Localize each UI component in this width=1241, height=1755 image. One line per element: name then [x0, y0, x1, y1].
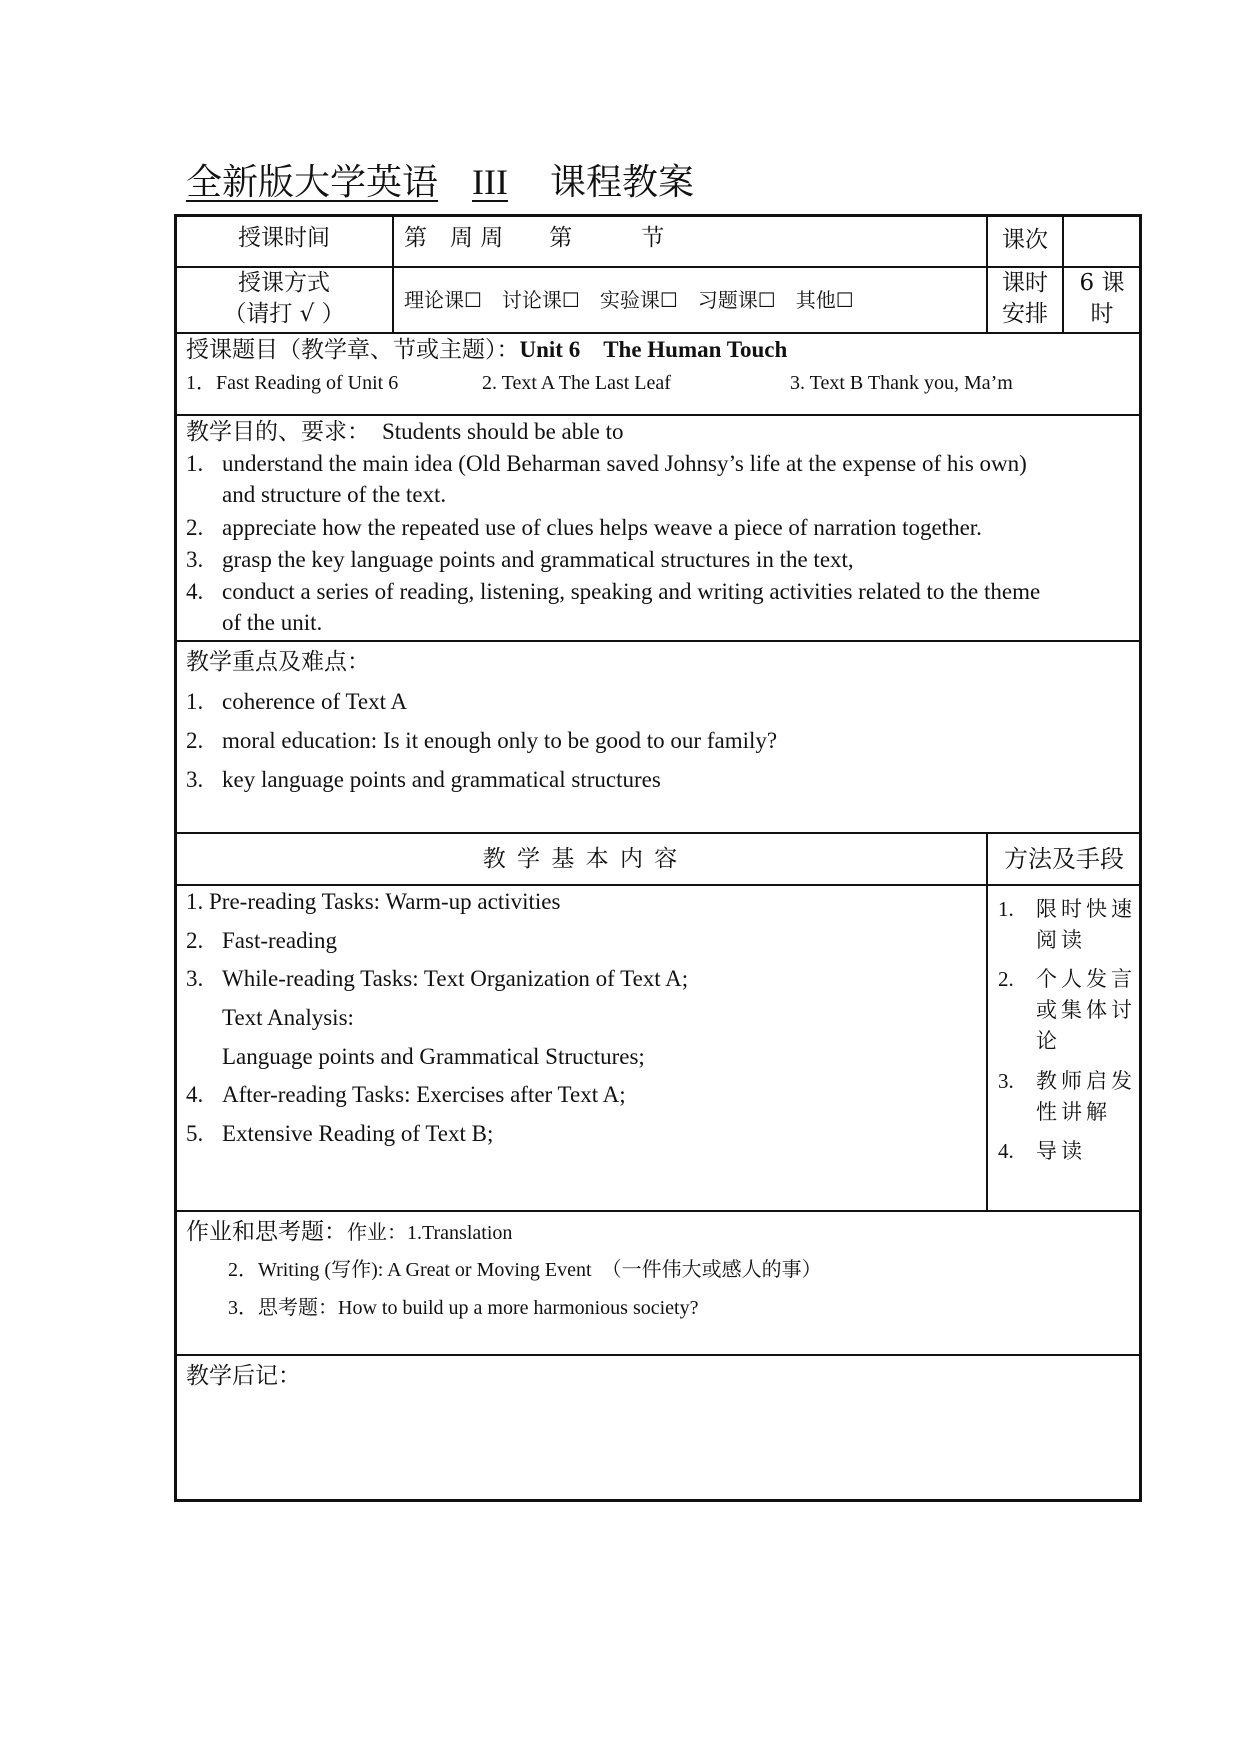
objectives-heading — [186, 418, 623, 447]
row-divider — [176, 640, 1140, 642]
key-points-label: 教学重点及难点： — [186, 649, 370, 675]
topic-item: 1．Fast Reading of Unit 6 — [186, 372, 399, 394]
homework-item: 3．思考题：How to build up a more harmonious society? — [228, 1297, 699, 1319]
content-item: 1. Pre-reading Tasks: Warm-up activities — [186, 889, 561, 914]
objective-item-cont: and structure of the text. — [222, 482, 447, 507]
hours-label: 课时 — [1002, 270, 1048, 296]
row-divider — [176, 884, 1140, 886]
content-item: 5. Extensive Reading of Text B; — [186, 1121, 494, 1146]
methods-header: 方法及手段 — [1004, 845, 1124, 873]
topic-unit: Unit 6 The Human Touch — [519, 337, 788, 362]
row-divider — [176, 332, 1140, 334]
topic-label: 授课题目（教学章、节或主题）： — [186, 337, 520, 363]
title-prefix: 全新版大学英语 — [186, 162, 439, 203]
time-label: 授课时间 — [238, 225, 330, 251]
row-divider — [176, 1210, 1140, 1212]
content-header: 教 学 基 本 内 容 — [482, 846, 680, 872]
afterword-label: 教学后记： — [186, 1363, 301, 1389]
content-item: 2. Fast-reading — [186, 928, 337, 953]
column-divider — [392, 216, 394, 332]
objective-item: 4. conduct a series of reading, listening, speaking and writing activities related to the theme — [186, 579, 1041, 604]
content-item: 3. While-reading Tasks: Text Organization of Text A; — [186, 966, 689, 991]
row-divider — [176, 414, 1140, 416]
method-item: 3. 教师启发 — [998, 1069, 1136, 1093]
title-suffix: 课程教案 — [549, 162, 694, 203]
homework-item: 2．Writing (写作): A Great or Moving Event （一件伟大或感人的事） — [228, 1259, 822, 1281]
key-point-item: 2. moral education: Is it enough only to be good to our family? — [186, 728, 778, 753]
mode-options: 理论课☐ 讨论课☐ 实验课☐ 习题课☐ 其他☐ — [404, 288, 854, 312]
column-divider — [986, 832, 988, 1210]
method-item-cont: 论 — [1036, 1029, 1061, 1053]
content-item: 4. After-reading Tasks: Exercises after Text A; — [186, 1082, 626, 1107]
page-title — [186, 158, 694, 207]
objective-item: 3. grasp the key language points and grammatical structures in the text, — [186, 547, 854, 572]
row-divider — [176, 266, 1140, 268]
key-point-item: 3. key language points and grammatical structures — [186, 767, 661, 792]
method-item: 4. 导读 — [998, 1139, 1086, 1163]
topic-heading — [186, 336, 787, 365]
objectives-label: 教学目的、要求： — [186, 419, 370, 445]
hours-label: 安排 — [1002, 301, 1048, 327]
hours-value: 6 课 — [1079, 270, 1125, 296]
row-divider — [176, 1354, 1140, 1356]
method-item-cont: 性讲解 — [1036, 1100, 1111, 1124]
content-item: Text Analysis: — [222, 1005, 354, 1030]
method-item-cont: 或集体讨 — [1036, 998, 1136, 1022]
title-roman: III — [472, 162, 508, 202]
objective-item: 2. appreciate how the repeated use of clues helps weave a piece of narration together. — [186, 515, 982, 540]
homework-heading — [186, 1218, 512, 1247]
row-divider — [176, 832, 1140, 834]
mode-label: 授课方式 — [238, 270, 330, 296]
hours-value: 时 — [1090, 301, 1114, 327]
key-point-item: 1. coherence of Text A — [186, 689, 408, 714]
method-item: 1. 限时快速 — [998, 897, 1136, 921]
method-item: 2. 个人发言 — [998, 967, 1136, 991]
homework-sub-label: 作业： — [347, 1220, 407, 1244]
lesson-label: 课次 — [1002, 227, 1048, 253]
objective-item: 1. understand the main idea (Old Beharman saved Johnsy’s life at the expense of his own) — [186, 451, 1027, 476]
topic-item: 2. Text A The Last Leaf — [482, 372, 671, 394]
objectives-intro: Students should be able to — [382, 419, 624, 444]
mode-hint: （请打 √ ） — [223, 301, 345, 327]
homework-label: 作业和思考题： — [186, 1219, 347, 1245]
topic-item: 3. Text B Thank you, Ma’m — [790, 372, 1013, 394]
objective-item-cont: of the unit. — [222, 610, 323, 635]
homework-item: 1.Translation — [407, 1222, 513, 1244]
method-item-cont: 阅读 — [1036, 928, 1086, 952]
content-item: Language points and Grammatical Structures; — [222, 1044, 645, 1069]
time-value: 第 周 周 第 节 — [404, 225, 665, 251]
